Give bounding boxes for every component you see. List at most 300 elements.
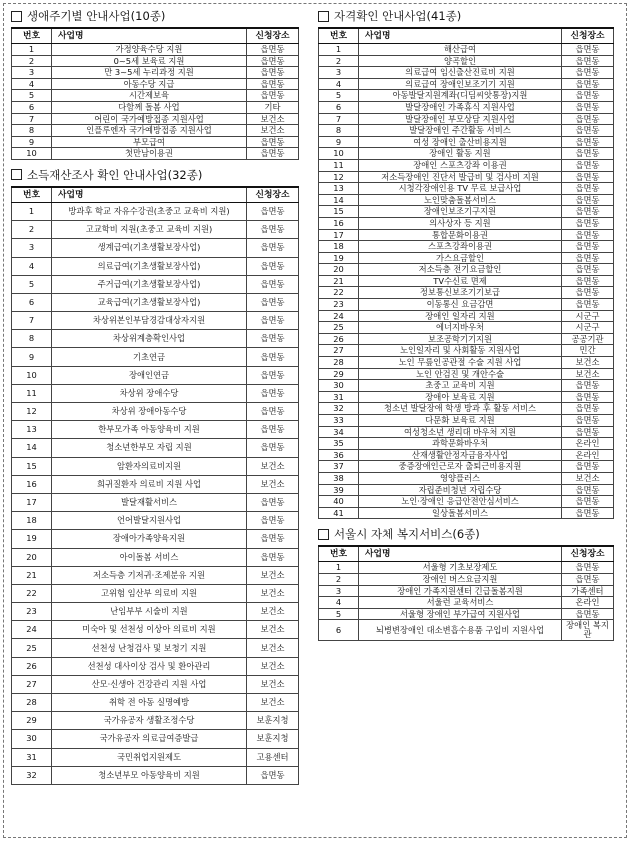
row-number: 11 — [319, 159, 359, 171]
row-number: 41 — [319, 507, 359, 519]
row-number: 39 — [319, 484, 359, 496]
table-row — [319, 322, 614, 334]
row-number: 1 — [12, 202, 52, 220]
apply-place: 읍면동 — [247, 530, 299, 548]
apply-place: 읍면동 — [562, 573, 614, 585]
program-name: 기초연금 — [52, 348, 247, 366]
table-row — [319, 217, 614, 229]
program-name: 장애아가족양육지원 — [52, 530, 247, 548]
table-row — [12, 493, 299, 511]
program-name: 차상위 장애수당 — [52, 384, 247, 402]
program-name: 가스요금할인 — [359, 252, 562, 264]
apply-place: 읍면동 — [247, 512, 299, 530]
table-row — [12, 694, 299, 712]
section-title: 소득재산조사 확인 안내사업(32종) — [11, 168, 299, 182]
table-row — [319, 194, 614, 206]
apply-place: 보건소 — [247, 639, 299, 657]
row-number: 12 — [319, 171, 359, 183]
row-number: 22 — [319, 287, 359, 299]
row-number: 17 — [319, 229, 359, 241]
table-row — [12, 584, 299, 602]
program-name: 선천성 대사이상 검사 및 환아관리 — [52, 657, 247, 675]
row-number: 9 — [12, 136, 52, 148]
apply-place: 보건소 — [247, 125, 299, 137]
left-column — [11, 9, 299, 793]
row-number: 19 — [319, 252, 359, 264]
apply-place: 읍면동 — [562, 403, 614, 415]
eligibility-table — [318, 27, 614, 519]
apply-place: 공공기관 — [562, 333, 614, 345]
program-name: 노인 무릎인공관절 수술 지원 사업 — [359, 357, 562, 369]
program-name: 장애인연금 — [52, 366, 247, 384]
row-number: 6 — [12, 293, 52, 311]
row-number: 31 — [12, 748, 52, 766]
table-row — [12, 366, 299, 384]
apply-place: 읍면동 — [562, 380, 614, 392]
apply-place: 읍면동 — [562, 206, 614, 218]
apply-place: 읍면동 — [247, 493, 299, 511]
program-name: 장애인 활동 지원 — [359, 148, 562, 160]
program-name: 어린이 국가예방접종 지원사업 — [52, 113, 247, 125]
program-name: 영양플러스 — [359, 472, 562, 484]
apply-place: 읍면동 — [247, 421, 299, 439]
table-row — [12, 748, 299, 766]
row-number: 16 — [319, 217, 359, 229]
row-number: 32 — [319, 403, 359, 415]
table-row — [319, 620, 614, 641]
apply-place: 읍면동 — [247, 55, 299, 67]
table-row — [319, 426, 614, 438]
lifecycle-table — [11, 27, 299, 160]
row-number: 27 — [12, 675, 52, 693]
row-number: 3 — [319, 67, 359, 79]
row-number: 18 — [319, 241, 359, 253]
row-number: 2 — [319, 573, 359, 585]
table-row — [319, 90, 614, 102]
row-number: 31 — [319, 391, 359, 403]
program-name: 청소년 발달장애 학생 방과 후 활동 서비스 — [359, 403, 562, 415]
program-name: 미숙아 및 선천성 이상아 의료비 지원 — [52, 621, 247, 639]
program-name: 교육급여(기초생활보장사업) — [52, 293, 247, 311]
program-name: 일상돌봄서비스 — [359, 507, 562, 519]
row-number: 32 — [12, 766, 52, 784]
table-row — [12, 44, 299, 56]
row-number: 23 — [12, 603, 52, 621]
income-table — [11, 186, 299, 785]
apply-place: 읍면동 — [247, 293, 299, 311]
program-name: 중증장애인근로자 출퇴근비용지원 — [359, 461, 562, 473]
right-column — [318, 9, 614, 649]
row-number: 29 — [319, 368, 359, 380]
row-number: 1 — [319, 44, 359, 56]
row-number: 3 — [12, 67, 52, 79]
apply-place: 읍면동 — [247, 202, 299, 220]
program-name: 고위험 임산부 의료비 지원 — [52, 584, 247, 602]
program-name: 다함께 돌봄 사업 — [52, 101, 247, 113]
table-row — [12, 90, 299, 102]
apply-place: 가족센터 — [562, 585, 614, 597]
table-row — [319, 403, 614, 415]
apply-place: 읍면동 — [562, 148, 614, 160]
apply-place: 읍면동 — [562, 171, 614, 183]
table-row — [12, 403, 299, 421]
apply-place: 읍면동 — [247, 148, 299, 160]
apply-place: 보건소 — [247, 566, 299, 584]
row-number: 25 — [319, 322, 359, 334]
program-name: 장애인보조기구지원 — [359, 206, 562, 218]
apply-place: 읍면동 — [247, 136, 299, 148]
table-row — [319, 171, 614, 183]
table-row — [319, 391, 614, 403]
table-row — [12, 312, 299, 330]
row-number: 26 — [12, 657, 52, 675]
program-name: 차상위본인부담경감대상자지원 — [52, 312, 247, 330]
program-name: 장애인 일자리 지원 — [359, 310, 562, 322]
row-number: 22 — [12, 584, 52, 602]
program-name: 방과후 학교 자유수강권(초중고 교육비 지원) — [52, 202, 247, 220]
table-row — [12, 657, 299, 675]
row-number: 14 — [319, 194, 359, 206]
apply-place: 보건소 — [247, 457, 299, 475]
apply-place: 읍면동 — [562, 159, 614, 171]
apply-place: 보건소 — [247, 584, 299, 602]
program-name: 과학문화바우처 — [359, 438, 562, 450]
apply-place: 읍면동 — [247, 275, 299, 293]
apply-place: 장애인 복지관 — [562, 620, 614, 641]
program-name: 아동수당 지급 — [52, 78, 247, 90]
program-name: 노인·장애인 응급안전안심서비스 — [359, 496, 562, 508]
apply-place: 읍면동 — [247, 312, 299, 330]
program-name: 시청각장애인용 TV 무료 보급사업 — [359, 183, 562, 195]
row-number: 13 — [12, 421, 52, 439]
apply-place: 읍면동 — [562, 90, 614, 102]
program-name: 인플루엔자 국가예방접종 지원사업 — [52, 125, 247, 137]
table-row — [12, 675, 299, 693]
program-name: 저소득층 기저귀·조제분유 지원 — [52, 566, 247, 584]
row-number: 5 — [319, 608, 359, 620]
apply-place: 보건소 — [247, 603, 299, 621]
apply-place: 읍면동 — [562, 461, 614, 473]
row-number: 19 — [12, 530, 52, 548]
program-name: 산모·신생아 건강관리 지원 사업 — [52, 675, 247, 693]
program-name: 국민취업지원제도 — [52, 748, 247, 766]
header-name: 사업명 — [359, 28, 562, 44]
table-row — [319, 472, 614, 484]
section-seoul — [318, 527, 614, 641]
program-name: 가정양육수당 지원 — [52, 44, 247, 56]
apply-place: 보건소 — [247, 621, 299, 639]
table-row — [319, 597, 614, 609]
row-number: 4 — [12, 78, 52, 90]
header-name: 사업명 — [52, 28, 247, 44]
apply-place: 읍면동 — [562, 136, 614, 148]
apply-place: 읍면동 — [562, 287, 614, 299]
section-lifecycle — [11, 9, 299, 160]
row-number: 21 — [12, 566, 52, 584]
program-name: 노인일자리 및 사회활동 지원사업 — [359, 345, 562, 357]
table-row — [319, 449, 614, 461]
row-number: 20 — [12, 548, 52, 566]
program-name: 서울형 기초보장제도 — [359, 562, 562, 574]
table-row — [12, 348, 299, 366]
apply-place: 읍면동 — [562, 252, 614, 264]
row-number: 24 — [319, 310, 359, 322]
row-number: 2 — [12, 221, 52, 239]
table-row — [12, 221, 299, 239]
section-title: 자격확인 안내사업(41종) — [318, 9, 614, 23]
program-name: 만 3~5세 누리과정 지원 — [52, 67, 247, 79]
table-row — [12, 512, 299, 530]
table-row — [12, 530, 299, 548]
row-number: 35 — [319, 438, 359, 450]
program-name: 고교학비 지원(초중고 교육비 지원) — [52, 221, 247, 239]
row-number: 10 — [12, 148, 52, 160]
table-row — [319, 159, 614, 171]
table-row — [12, 603, 299, 621]
row-number: 13 — [319, 183, 359, 195]
row-number: 11 — [12, 384, 52, 402]
checkbox-square-icon — [318, 11, 329, 22]
apply-place: 읍면동 — [562, 264, 614, 276]
table-row — [319, 608, 614, 620]
section-title: 서울시 자체 복지서비스(6종) — [318, 527, 614, 541]
program-name: 다문화 보육료 지원 — [359, 415, 562, 427]
row-number: 10 — [319, 148, 359, 160]
row-number: 4 — [12, 257, 52, 275]
apply-place: 읍면동 — [247, 384, 299, 402]
row-number: 27 — [319, 345, 359, 357]
program-name: 보조공학기기지원 — [359, 333, 562, 345]
apply-place: 읍면동 — [562, 415, 614, 427]
program-name: 노인맞춤돌봄서비스 — [359, 194, 562, 206]
program-name: 이동통신 요금감면 — [359, 299, 562, 311]
apply-place: 읍면동 — [247, 90, 299, 102]
program-name: 장애인 버스요금지원 — [359, 573, 562, 585]
program-name: 발달장애인 주간활동 서비스 — [359, 125, 562, 137]
row-number: 8 — [12, 125, 52, 137]
row-number: 3 — [12, 239, 52, 257]
table-row — [12, 766, 299, 784]
table-row — [12, 67, 299, 79]
program-name: 양곡할인 — [359, 55, 562, 67]
checkbox-square-icon — [11, 169, 22, 180]
section-income — [11, 168, 299, 785]
apply-place: 읍면동 — [247, 403, 299, 421]
header-name: 사업명 — [359, 546, 562, 562]
apply-place: 온라인 — [562, 597, 614, 609]
program-name: 초중고 교육비 지원 — [359, 380, 562, 392]
row-number: 2 — [319, 55, 359, 67]
row-number: 2 — [12, 55, 52, 67]
table-row — [319, 496, 614, 508]
program-name: 0~5세 보육료 지원 — [52, 55, 247, 67]
table-row — [12, 566, 299, 584]
header-no: 번호 — [12, 187, 52, 203]
program-name: 청소년부모 아동양육비 지원 — [52, 766, 247, 784]
row-number: 6 — [319, 620, 359, 641]
table-row — [12, 257, 299, 275]
program-name: 서울형 장애인 부가급여 지원사업 — [359, 608, 562, 620]
program-name: 아이돌봄 서비스 — [52, 548, 247, 566]
table-row — [12, 475, 299, 493]
apply-place: 읍면동 — [562, 194, 614, 206]
table-row — [319, 562, 614, 574]
apply-place: 온라인 — [562, 449, 614, 461]
program-name: 취학 전 아동 실명예방 — [52, 694, 247, 712]
row-number: 1 — [319, 562, 359, 574]
table-row — [319, 252, 614, 264]
row-number: 40 — [319, 496, 359, 508]
table-row — [12, 384, 299, 402]
table-row — [12, 125, 299, 137]
row-number: 16 — [12, 475, 52, 493]
header-place: 신청장소 — [247, 187, 299, 203]
row-number: 7 — [12, 113, 52, 125]
row-number: 3 — [319, 585, 359, 597]
row-number: 8 — [12, 330, 52, 348]
row-number: 9 — [319, 136, 359, 148]
table-row — [12, 55, 299, 67]
program-name: 장애인 가족지원센터 긴급돌봄지원 — [359, 585, 562, 597]
program-name: 의사상자 등 지원 — [359, 217, 562, 229]
table-row — [319, 78, 614, 90]
apply-place: 기타 — [247, 101, 299, 113]
apply-place: 읍면동 — [247, 221, 299, 239]
header-name: 사업명 — [52, 187, 247, 203]
table-row — [319, 275, 614, 287]
apply-place: 보건소 — [247, 113, 299, 125]
table-row — [319, 101, 614, 113]
row-number: 30 — [319, 380, 359, 392]
row-number: 15 — [319, 206, 359, 218]
table-row — [319, 310, 614, 322]
header-place: 신청장소 — [247, 28, 299, 44]
row-number: 18 — [12, 512, 52, 530]
apply-place: 보건소 — [247, 475, 299, 493]
row-number: 23 — [319, 299, 359, 311]
program-name: 저소득층 전기요금할인 — [359, 264, 562, 276]
program-name: 차상위계층확인사업 — [52, 330, 247, 348]
table-row — [12, 113, 299, 125]
program-name: 의료급여(기초생활보장사업) — [52, 257, 247, 275]
row-number: 21 — [319, 275, 359, 287]
apply-place: 읍면동 — [562, 113, 614, 125]
table-row — [12, 421, 299, 439]
apply-place: 온라인 — [562, 438, 614, 450]
apply-place: 보훈지청 — [247, 712, 299, 730]
apply-place: 읍면동 — [562, 67, 614, 79]
table-row — [319, 241, 614, 253]
apply-place: 읍면동 — [562, 241, 614, 253]
apply-place: 읍면동 — [247, 366, 299, 384]
apply-place: 읍면동 — [247, 257, 299, 275]
table-row — [319, 206, 614, 218]
row-number: 9 — [12, 348, 52, 366]
row-number: 24 — [12, 621, 52, 639]
program-name: 여성청소년 생리대 바우처 지원 — [359, 426, 562, 438]
header-no: 번호 — [319, 28, 359, 44]
table-row — [319, 148, 614, 160]
apply-place: 읍면동 — [562, 55, 614, 67]
apply-place: 읍면동 — [562, 299, 614, 311]
table-row — [12, 621, 299, 639]
program-name: 정보통신보조기기보급 — [359, 287, 562, 299]
header-place: 신청장소 — [562, 28, 614, 44]
program-name: 첫만남이용권 — [52, 148, 247, 160]
program-name: 한부모가족 아동양육비 지원 — [52, 421, 247, 439]
apply-place: 시군구 — [562, 310, 614, 322]
table-row — [12, 639, 299, 657]
program-name: 장애아 보육료 지원 — [359, 391, 562, 403]
apply-place: 민간 — [562, 345, 614, 357]
apply-place: 보건소 — [247, 675, 299, 693]
program-name: 국가유공자 생활조정수당 — [52, 712, 247, 730]
program-name: 노인 안검진 및 개안수술 — [359, 368, 562, 380]
row-number: 12 — [12, 403, 52, 421]
program-name: TV수신료 면제 — [359, 275, 562, 287]
apply-place: 읍면동 — [562, 426, 614, 438]
program-name: 언어발달지원사업 — [52, 512, 247, 530]
row-number: 7 — [319, 113, 359, 125]
program-name: 의료급여 장애인보조기기 지원 — [359, 78, 562, 90]
row-number: 36 — [319, 449, 359, 461]
apply-place: 읍면동 — [562, 183, 614, 195]
table-row — [319, 136, 614, 148]
table-row — [319, 287, 614, 299]
row-number: 26 — [319, 333, 359, 345]
apply-place: 보건소 — [247, 657, 299, 675]
row-number: 4 — [319, 597, 359, 609]
table-row — [319, 183, 614, 195]
apply-place: 읍면동 — [247, 239, 299, 257]
row-number: 29 — [12, 712, 52, 730]
row-number: 33 — [319, 415, 359, 427]
table-row — [12, 202, 299, 220]
row-number: 30 — [12, 730, 52, 748]
table-row — [319, 573, 614, 585]
table-row — [319, 415, 614, 427]
checkbox-square-icon — [11, 11, 22, 22]
apply-place: 읍면동 — [562, 229, 614, 241]
table-row — [319, 333, 614, 345]
table-row — [12, 712, 299, 730]
row-number: 1 — [12, 44, 52, 56]
table-row — [12, 78, 299, 90]
table-row — [12, 275, 299, 293]
program-name: 서울런 교육서비스 — [359, 597, 562, 609]
apply-place: 읍면동 — [562, 44, 614, 56]
apply-place: 보건소 — [247, 694, 299, 712]
apply-place: 읍면동 — [562, 125, 614, 137]
row-number: 6 — [12, 101, 52, 113]
apply-place: 읍면동 — [247, 67, 299, 79]
apply-place: 고용센터 — [247, 748, 299, 766]
row-number: 25 — [12, 639, 52, 657]
header-no: 번호 — [12, 28, 52, 44]
table-row — [319, 229, 614, 241]
apply-place: 읍면동 — [247, 548, 299, 566]
table-row — [319, 484, 614, 496]
table-row — [319, 113, 614, 125]
row-number: 4 — [319, 78, 359, 90]
program-name: 저소득장애인 진단서 발급비 및 검사비 지원 — [359, 171, 562, 183]
apply-place: 읍면동 — [247, 330, 299, 348]
row-number: 17 — [12, 493, 52, 511]
table-row — [12, 101, 299, 113]
apply-place: 보건소 — [562, 472, 614, 484]
apply-place: 읍면동 — [562, 562, 614, 574]
program-name: 주거급여(기초생활보장사업) — [52, 275, 247, 293]
